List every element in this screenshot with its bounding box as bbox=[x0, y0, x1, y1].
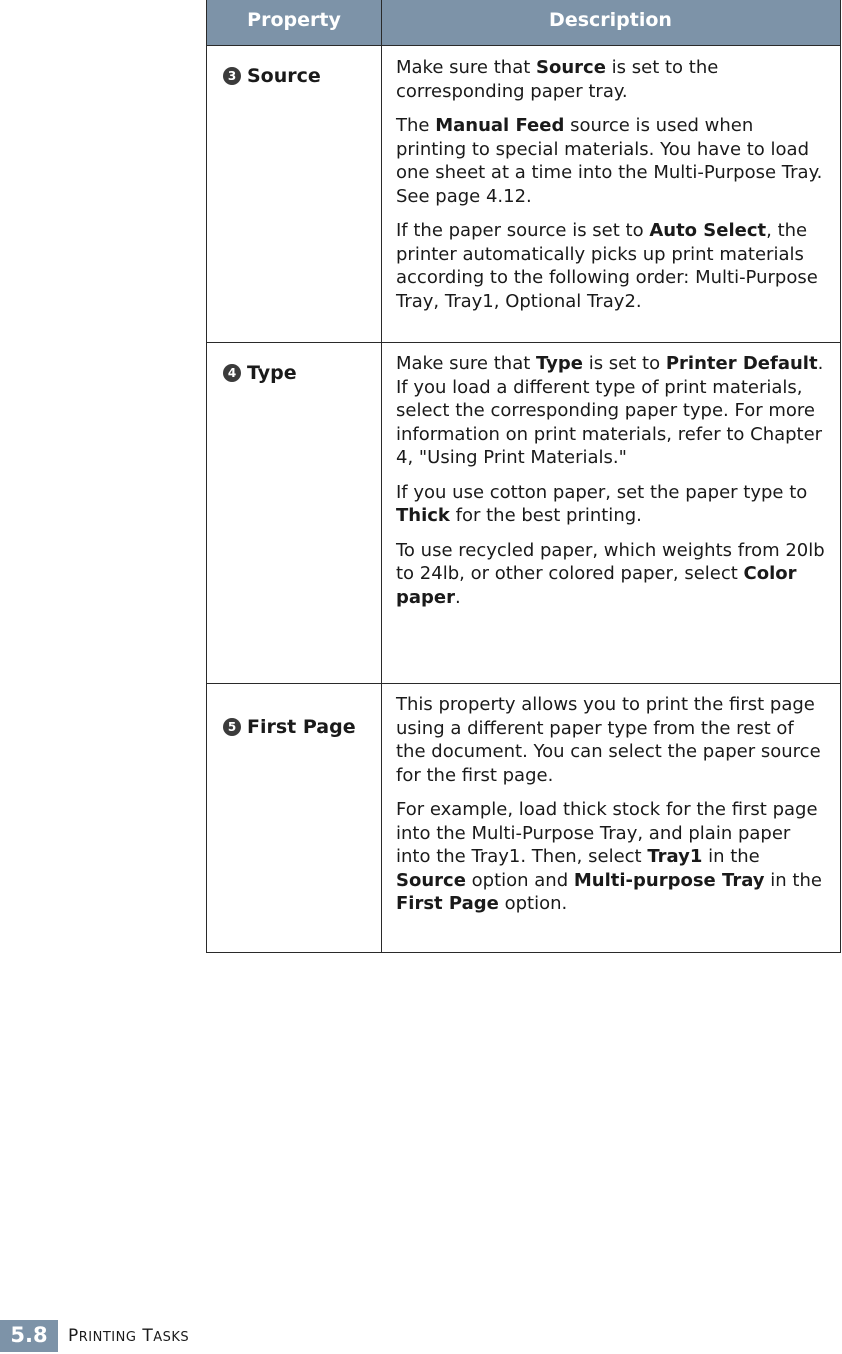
property-source bbox=[223, 65, 321, 87]
bold-term: Color paper bbox=[396, 563, 797, 608]
bold-term: Printer Default bbox=[665, 353, 818, 374]
number-4-icon: 4 bbox=[223, 364, 241, 382]
page-number: 5.8 bbox=[0, 1320, 58, 1352]
section-title: PRINTING TASKS bbox=[68, 1326, 190, 1346]
description-type bbox=[396, 352, 826, 620]
header-description: Description bbox=[549, 9, 672, 31]
table-row-type bbox=[207, 343, 840, 684]
property-label: Type bbox=[247, 362, 297, 384]
bold-term: Source bbox=[396, 869, 466, 891]
number-3-icon: 3 bbox=[223, 67, 241, 85]
paragraph: This property allows you to print the first page using a different paper type from the rest of the document. You can select the paper source for the first page. bbox=[396, 694, 821, 786]
paragraph: Make sure that Type is set to Printer Default. If you load a different type of print materials, select the corresponding paper type. For more information on print materials, refer to Chapter 4, "Using Print Materials." bbox=[396, 353, 824, 468]
bold-term: Tray1 bbox=[647, 846, 703, 867]
paragraph: If you use cotton paper, set the paper type to Thick for the best printing. bbox=[396, 481, 808, 526]
number-5-icon: 5 bbox=[223, 718, 241, 736]
property-type bbox=[223, 362, 297, 384]
paragraph: If the paper source is set to Auto Select, the printer automatically picks up print materials according to the following order: Multi-Purpose Tray, Tray1, Optional Tray2. bbox=[396, 220, 818, 312]
bold-term: Auto Select bbox=[649, 220, 767, 241]
bold-term: Multi-purpose Tray bbox=[573, 869, 765, 891]
property-label: Source bbox=[247, 65, 321, 87]
table-header bbox=[207, 0, 840, 46]
description-source bbox=[396, 56, 826, 324]
paragraph: For example, load thick stock for the first page into the Multi-Purpose Tray, and plain paper into the Tray1. Then, select Tray1 in the Source option and Multi-purpose Tray in the First Page option. bbox=[396, 799, 822, 914]
bold-term: Source bbox=[536, 57, 606, 78]
paragraph: Make sure that Source is set to the corresponding paper tray. bbox=[396, 57, 719, 102]
paragraph: To use recycled paper, which weights from 20lb to 24lb, or other colored paper, select Color paper. bbox=[396, 539, 825, 608]
bold-term: First Page bbox=[396, 893, 499, 914]
header-property: Property bbox=[247, 9, 341, 31]
description-first-page bbox=[396, 693, 826, 927]
bold-term: Thick bbox=[396, 505, 450, 526]
bold-term: Manual Feed bbox=[435, 115, 565, 136]
table-row-source bbox=[207, 46, 840, 343]
property-label: First Page bbox=[247, 716, 356, 738]
properties-table bbox=[206, 0, 841, 953]
table-row-first-page bbox=[207, 684, 840, 952]
property-first-page bbox=[223, 716, 356, 738]
bold-term: Type bbox=[536, 353, 583, 374]
paragraph: The Manual Feed source is used when printing to special materials. You have to load one sheet at a time into the Multi-Purpose Tray. See page 4.12. bbox=[396, 115, 823, 207]
